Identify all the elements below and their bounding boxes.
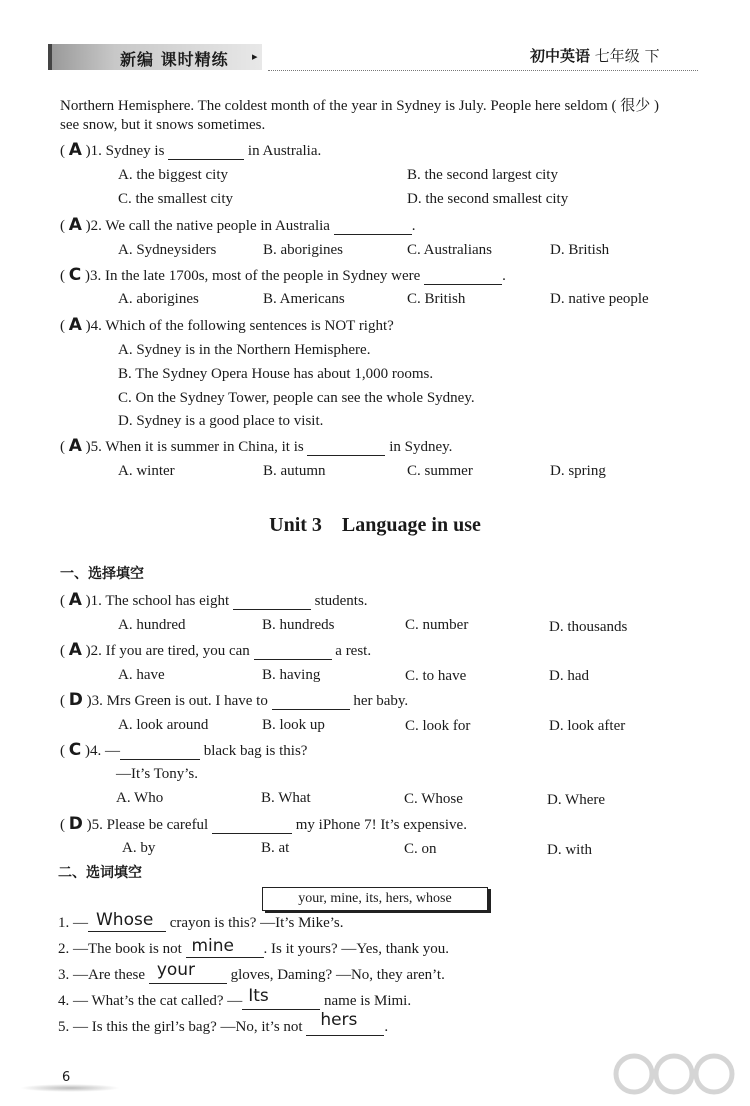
item-number: 5. xyxy=(58,1019,70,1035)
option: B. having xyxy=(262,667,321,683)
option: D. British xyxy=(550,242,610,258)
fill-item xyxy=(58,936,450,958)
question-row: ( D )3. Mrs Green is out. I have to her baby. xyxy=(60,690,409,710)
answer-mark: A xyxy=(68,215,82,235)
blank-line xyxy=(168,144,244,160)
blank-line xyxy=(272,694,350,710)
handwritten-answer: Its xyxy=(248,986,269,1006)
question-stem-end: in Australia. xyxy=(244,143,322,159)
item-text: —The book is not xyxy=(73,941,186,957)
question-row: ( A )5. When it is summer in China, it is in Sydney. xyxy=(60,436,453,456)
option: A. Sydneysiders xyxy=(118,242,217,258)
grade-label: 七年级 下 xyxy=(594,47,660,65)
blank-line xyxy=(306,1010,384,1036)
option: B. hundreds xyxy=(262,617,335,633)
item-text-end: gloves, Daming? —No, they aren’t. xyxy=(226,967,445,983)
option: B. Americans xyxy=(263,291,345,307)
blank-line xyxy=(212,818,292,834)
answer-mark: A xyxy=(68,590,82,610)
answer-mark: C xyxy=(68,265,82,285)
item-text-end: . Is it yours? —Yes, thank you. xyxy=(263,941,450,957)
blank-line xyxy=(186,936,264,958)
blank-line xyxy=(307,440,385,456)
question-stem-end: students. xyxy=(310,593,368,609)
answer-mark: C xyxy=(68,740,82,760)
header-subject xyxy=(530,45,660,66)
option: B. aborigines xyxy=(263,242,343,258)
question-stem-end: . xyxy=(502,268,506,284)
option: A. aborigines xyxy=(118,291,199,307)
option: C. Whose xyxy=(404,791,463,807)
option: C. British xyxy=(407,291,466,307)
question-row: ( D )5. Please be careful my iPhone 7! It’s expensive. xyxy=(60,814,467,834)
unit-title: Unit 3 Language in use xyxy=(269,514,481,536)
question-stem: )4. Which of the following sentences is NOT right? xyxy=(85,318,394,334)
section-heading: 二、选词填空 xyxy=(58,865,142,881)
page-number: 6 xyxy=(62,1070,71,1085)
answer-mark: A xyxy=(68,315,82,335)
item-text: —Are these xyxy=(73,967,149,983)
option: A. Who xyxy=(116,790,164,806)
footer-decoration xyxy=(20,1084,120,1092)
passage-line-1: Northern Hemisphere. The coldest month of the year in Sydney is July. People here seldom ( 很少 ) xyxy=(60,98,660,114)
answer-mark: A xyxy=(68,140,82,160)
handwritten-answer: mine xyxy=(191,936,235,956)
question-stem: )2. If you are tired, you can xyxy=(85,643,254,659)
blank-line xyxy=(254,644,332,660)
question-stem-end: black bag is this? xyxy=(199,743,308,759)
question-stem: )3. Mrs Green is out. I have to xyxy=(86,693,272,709)
option: C. Australians xyxy=(407,242,492,258)
blank-line xyxy=(149,960,227,984)
blank-line xyxy=(120,744,200,760)
question-stem: )3. In the late 1700s, most of the people in Sydney were xyxy=(84,268,425,284)
option: A. hundred xyxy=(118,617,186,633)
option: A. by xyxy=(122,840,156,856)
option: D. thousands xyxy=(549,619,628,635)
option: B. autumn xyxy=(263,463,326,479)
fill-item xyxy=(58,960,445,984)
option: B. the second largest city xyxy=(407,167,558,183)
handwritten-answer: hers xyxy=(320,1010,358,1030)
question-stem: )5. Please be careful xyxy=(86,817,212,833)
answer-mark: D xyxy=(68,690,83,710)
blank-line xyxy=(233,594,311,610)
item-number: 4. xyxy=(58,993,70,1009)
item-number: 1. xyxy=(58,915,70,931)
option: A. have xyxy=(118,667,165,683)
blank-line xyxy=(424,269,502,285)
item-text: — What’s the cat called? — xyxy=(73,993,243,1009)
item-text-end: name is Mimi. xyxy=(320,993,412,1009)
question-stem-end: . xyxy=(411,218,416,234)
question-row: ( A )2. We call the native people in Australia . xyxy=(60,215,416,235)
fill-item xyxy=(58,1010,389,1036)
question-stem: )1. The school has eight xyxy=(85,593,233,609)
question-row: ( A )1. The school has eight students. xyxy=(60,590,368,610)
option: C. summer xyxy=(407,463,473,479)
reply-line: —It’s Tony’s. xyxy=(116,766,199,782)
question-row: ( A )2. If you are tired, you can a rest. xyxy=(60,640,372,660)
question-stem-end: her baby. xyxy=(349,693,409,709)
option: D. with xyxy=(547,842,592,858)
watermark-logo xyxy=(612,1052,742,1102)
option: C. On the Sydney Tower, people can see the whole Sydney. xyxy=(118,390,475,406)
option: C. to have xyxy=(405,668,467,684)
question-stem-end: in Sydney. xyxy=(385,439,453,455)
option: D. Sydney is a good place to visit. xyxy=(118,413,324,429)
blank-line xyxy=(242,986,320,1010)
question-row: ( C )4. — black bag is this? xyxy=(60,740,308,760)
item-text: — xyxy=(73,915,88,931)
item-text-end: crayon is this? —It’s Mike’s. xyxy=(166,915,344,931)
handwritten-answer: Whose xyxy=(96,910,154,930)
answer-mark: A xyxy=(68,436,82,456)
option: D. had xyxy=(549,668,589,684)
blank-line xyxy=(88,910,166,932)
option: B. at xyxy=(261,840,290,856)
option: A. winter xyxy=(118,463,175,479)
question-row: ( A )4. Which of the following sentences is NOT right? xyxy=(60,315,394,335)
header-divider xyxy=(268,70,698,71)
blank-line xyxy=(334,219,412,235)
question-stem-end: a rest. xyxy=(331,643,372,659)
item-text: — Is this the girl’s bag? —No, it’s not xyxy=(73,1019,307,1035)
header-arrow-icon: ▸ xyxy=(252,51,258,63)
fill-item xyxy=(58,910,344,932)
option: A. look around xyxy=(118,717,209,733)
option: A. the biggest city xyxy=(118,167,228,183)
question-stem-end: my iPhone 7! It’s expensive. xyxy=(291,817,467,833)
question-stem: )1. Sydney is xyxy=(85,143,169,159)
option: A. Sydney is in the Northern Hemisphere. xyxy=(118,342,371,358)
item-number: 2. xyxy=(58,941,70,957)
series-title: 新编 课时精练 xyxy=(120,50,229,69)
question-stem: )4. — xyxy=(84,743,120,759)
option: B. The Sydney Opera House has about 1,000 rooms. xyxy=(118,366,434,382)
answer-mark: D xyxy=(68,814,83,834)
option: C. on xyxy=(404,841,437,857)
answer-mark: A xyxy=(68,640,82,660)
option: D. spring xyxy=(550,463,606,479)
question-row: ( C )3. In the late 1700s, most of the people in Sydney were . xyxy=(60,265,506,285)
option: D. native people xyxy=(550,291,649,307)
option: D. Where xyxy=(547,792,606,808)
item-number: 3. xyxy=(58,967,70,983)
item-text-end: . xyxy=(384,1019,389,1035)
option: D. look after xyxy=(549,718,626,734)
option: C. number xyxy=(405,617,469,633)
subject-label: 初中英语 xyxy=(530,47,591,65)
passage-line-2: see snow, but it snows sometimes. xyxy=(60,117,266,133)
question-stem: )2. We call the native people in Australia xyxy=(85,218,334,234)
fill-item xyxy=(58,986,412,1010)
question-row: ( A )1. Sydney is in Australia. xyxy=(60,140,322,160)
option: C. the smallest city xyxy=(118,191,233,207)
question-stem: )5. When it is summer in China, it is xyxy=(85,439,308,455)
section-heading: 一、选择填空 xyxy=(60,566,144,582)
handwritten-answer: your xyxy=(156,960,196,980)
option: D. the second smallest city xyxy=(407,191,569,207)
word-box: your, mine, its, hers, whose xyxy=(262,887,488,911)
option: B. look up xyxy=(262,717,325,733)
option: C. look for xyxy=(405,718,471,734)
option: B. What xyxy=(261,790,311,806)
